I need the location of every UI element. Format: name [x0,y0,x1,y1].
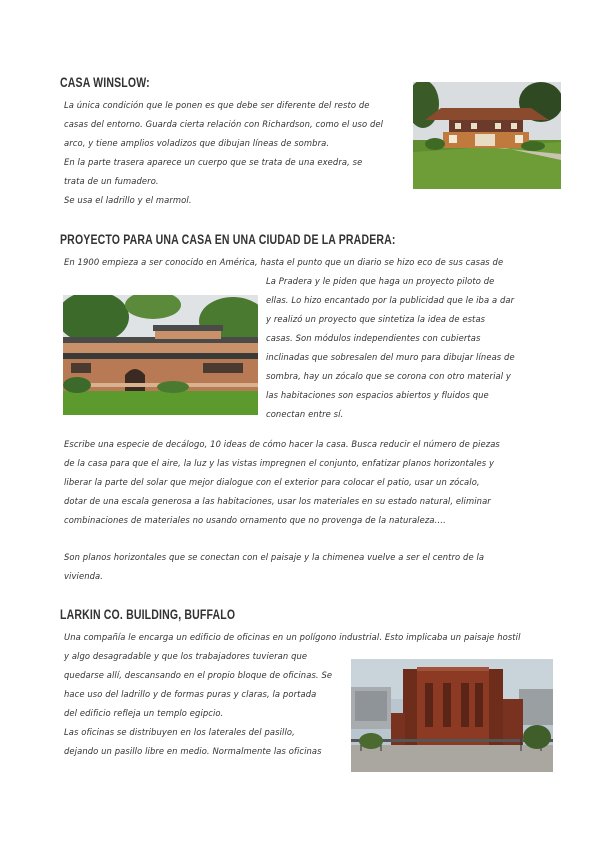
paragraph-line: La Pradera y le piden que haga un proyecto piloto de [266,276,495,286]
paragraph-line: y algo desagradable y que los trabajadores tuvieran que [64,651,308,661]
paragraph-line: En la parte trasera aparece un cuerpo que se trata de una exedra, se [64,157,363,167]
paragraph-line: sombra, hay un zócalo que se corona con otro material y [266,371,511,381]
paragraph-line: dotar de una escala generosa a las habitaciones, usar los materiales en su estado natural, eliminar [64,496,491,506]
paragraph-line: arco, y tiene amplios voladizos que dibujan líneas de sombra. [64,138,330,148]
paragraph-line: inclinadas que sobresalen del muro para dibujar líneas de [266,352,515,362]
paragraph-line: combinaciones de materiales no usando ornamento que no provenga de la naturaleza…. [64,515,446,525]
paragraph-line: vivienda. [64,571,104,581]
paragraph-line: liberar la parte del solar que mejor dialogue con el exterior para colocar el patio, usar un zócalo, [64,477,480,487]
winslow-house-photo [413,82,561,189]
paragraph-line: casas. Son módulos independientes con cubiertas [266,333,481,343]
paragraph-line: ellas. Lo hizo encantado por la publicidad que le iba a dar [266,295,515,305]
paragraph-line: quedarse allí, descansando en el propio bloque de oficinas. Se [64,670,333,680]
paragraph-line: las habitaciones son espacios abiertos y fluidos que [266,390,489,400]
larkin-building-photo [351,659,553,772]
section-title-proyecto-pradera: PROYECTO PARA UNA CASA EN UNA CIUDAD DE LA PRADERA: [60,232,396,247]
section-title-larkin: LARKIN CO. BUILDING, BUFFALO [60,607,236,622]
paragraph-line: Las oficinas se distribuyen en los laterales del pasillo, [64,727,295,737]
paragraph-line: de la casa para que el aire, la luz y las vistas impregnen el conjunto, enfatizar planos horizontales y [64,458,495,468]
paragraph-line: Son planos horizontales que se conectan con el paisaje y la chimenea vuelve a ser el centro de la [64,552,485,562]
paragraph-line: trata de un fumadero. [64,176,159,186]
paragraph-line: y realizó un proyecto que sintetiza la idea de estas [266,314,486,324]
paragraph-line: dejando un pasillo libre en medio. Normalmente las oficinas [64,746,322,756]
paragraph-line: casas del entorno. Guarda cierta relación con Richardson, como el uso del [64,119,384,129]
paragraph-intro: Una compañía le encarga un edificio de oficinas en un polígono industrial. Esto implicaba un paisaje hostil [64,632,521,642]
paragraph-intro: En 1900 empieza a ser conocido en América, hasta el punto que un diario se hizo eco de sus casas de [64,257,504,267]
paragraph-line: conectan entre sí. [266,409,344,419]
paragraph-line: hace uso del ladrillo y de formas puras y claras, la portada [64,689,317,699]
paragraph-line: La única condición que le ponen es que debe ser diferente del resto de [64,100,370,110]
paragraph-line: Se usa el ladrillo y el marmol. [64,195,192,205]
prairie-house-photo [63,295,258,415]
paragraph-line: del edificio refleja un templo egipcio. [64,708,224,718]
section-title-casa-winslow: CASA WINSLOW: [60,75,150,90]
paragraph-line: Escribe una especie de decálogo, 10 ideas de cómo hacer la casa. Busca reducir el número de piezas [64,439,500,449]
